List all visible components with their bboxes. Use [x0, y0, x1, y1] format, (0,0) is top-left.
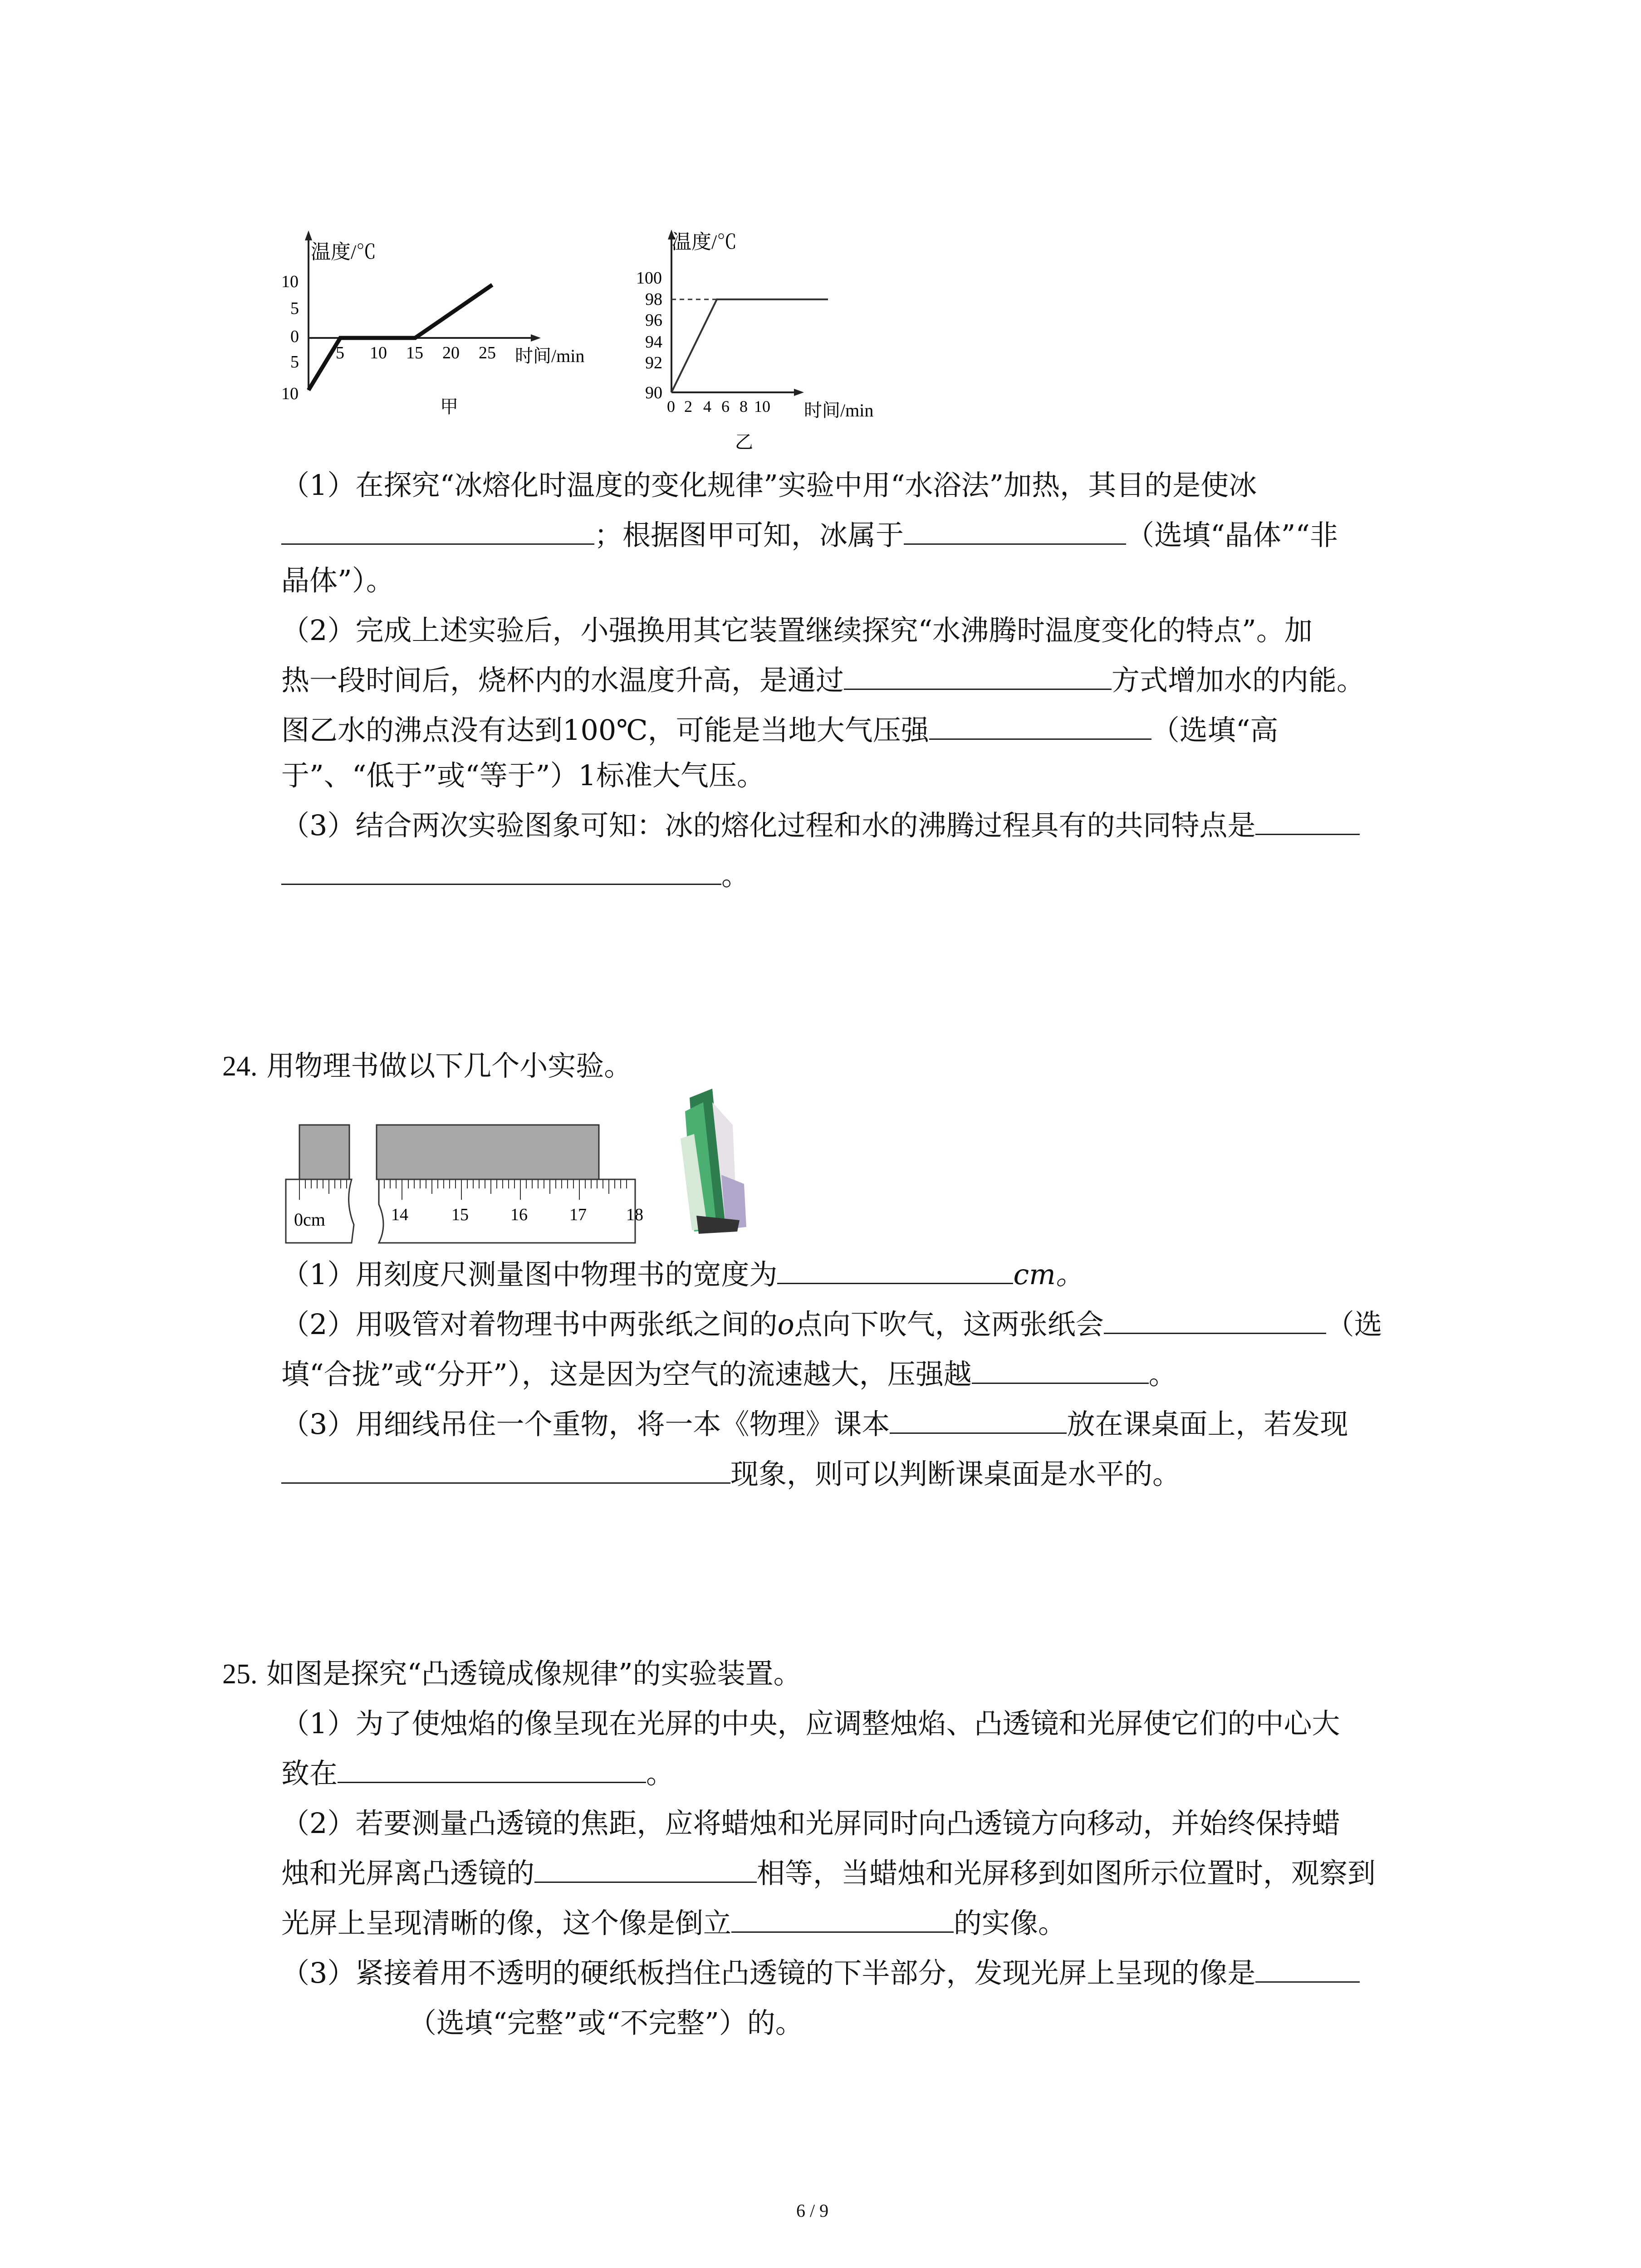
ruler-tick-label: 15	[451, 1205, 469, 1224]
q23-blank-1[interactable]	[281, 517, 594, 545]
jia-caption: 甲	[440, 396, 458, 417]
q24-part2-line1: （2）用吸管对着物理书中两张纸之间的o点向下吹气，这两张纸会 （选	[281, 1306, 1382, 1343]
yi-xtick: 4	[703, 397, 711, 415]
graph-yi	[626, 227, 907, 454]
q24-part1: （1）用刻度尺测量图中物理书的宽度为 cm。	[281, 1256, 1084, 1293]
q25-blank-2[interactable]	[534, 1855, 757, 1883]
q24-blank-5[interactable]	[281, 1456, 730, 1484]
q24-title: 24. 用物理书做以下几个小实验。	[222, 1049, 632, 1082]
ruler-tick-label: 17	[569, 1205, 587, 1224]
q23-part2-line1: （2）完成上述实验后，小强换用其它装置继续探究“水沸腾时温度变化的特点”。加	[281, 614, 1313, 647]
q23-blank-5b[interactable]	[281, 857, 721, 885]
yi-xtick: 2	[684, 397, 692, 415]
q25-part1-line2: 致在 。	[281, 1755, 674, 1792]
jia-ytick: 5	[290, 352, 299, 371]
yi-xtick: 0	[667, 397, 675, 415]
q25-blank-1[interactable]	[338, 1755, 646, 1783]
page-number: 6 / 9	[796, 2200, 829, 2221]
q23-part2-line4: 于”、“低于”或“等于”）1标准大气压。	[281, 759, 765, 792]
ruler-tick-label: 0cm	[294, 1209, 325, 1230]
yi-temperature-curve	[671, 299, 828, 392]
book-photo	[658, 1084, 758, 1238]
jia-xtick: 10	[370, 343, 387, 362]
q24-blank-3[interactable]	[972, 1356, 1149, 1384]
yi-xtick: 6	[721, 397, 730, 415]
q25-number: 25.	[222, 1659, 258, 1690]
yi-ytick: 98	[645, 290, 662, 309]
q23-part2-line2: 热一段时间后，烧杯内的水温度升高，是通过 方式增加水的内能。	[281, 662, 1365, 699]
ruler-tick-label: 18	[626, 1205, 643, 1224]
yi-xtick: 10	[754, 397, 770, 415]
yi-ytick: 96	[645, 311, 662, 330]
q23-part2-line3: 图乙水的沸点没有达到100℃，可能是当地大气压强 （选填“高	[281, 712, 1278, 748]
q23-part3-line2: 。	[281, 857, 749, 894]
q23-part3-line1: （3）结合两次实验图象可知：冰的熔化过程和水的沸腾过程具有的共同特点是	[281, 807, 1360, 844]
q25-title: 25. 如图是探究“凸透镜成像规律”的实验装置。	[222, 1657, 802, 1690]
yi-xtick: 8	[740, 397, 748, 415]
q25-blank-4b[interactable]	[281, 2006, 408, 2033]
q24-blank-1[interactable]	[777, 1256, 1013, 1284]
q25-blank-4[interactable]	[1255, 1955, 1360, 1983]
q25-part1-line1: （1）为了使烛焰的像呈现在光屏的中央，应调整烛焰、凸透镜和光屏使它们的中心大	[281, 1707, 1340, 1740]
q24-part3-line2: 现象，则可以判断课桌面是水平的。	[281, 1456, 1181, 1492]
q23-blank-2[interactable]	[904, 517, 1126, 545]
jia-xlabel: 时间/min	[515, 346, 585, 366]
q25-part3-line2: （选填“完整”或“不完整”）的。	[281, 2005, 803, 2041]
q24-blank-4[interactable]	[890, 1406, 1067, 1434]
jia-xtick: 25	[479, 343, 496, 362]
yi-ytick: 92	[645, 353, 662, 372]
yi-ytick: 90	[645, 383, 662, 402]
jia-xtick: 20	[442, 343, 460, 362]
q24-part3-line1: （3）用细线吊住一个重物，将一本《物理》课本 放在课桌面上，若发现	[281, 1406, 1348, 1442]
q24-number: 24.	[222, 1051, 258, 1082]
jia-ytick: 5	[290, 299, 299, 318]
q24-blank-2[interactable]	[1104, 1306, 1326, 1334]
jia-xtick: 15	[406, 343, 423, 362]
ruler-tick-label: 14	[391, 1205, 408, 1224]
jia-ytick: 10	[281, 384, 299, 403]
yi-caption: 乙	[735, 432, 753, 452]
jia-xtick: 5	[336, 343, 344, 362]
q25-part2-line3: 光屏上呈现清晰的像，这个像是倒立 的实像。	[281, 1905, 1066, 1941]
q23-part1-line3: 晶体”）。	[281, 564, 394, 597]
q25-part2-line1: （2）若要测量凸透镜的焦距，应将蜡烛和光屏同时向凸透镜方向移动，并始终保持蜡	[281, 1807, 1340, 1840]
jia-ytick: 10	[281, 272, 299, 291]
graph-jia	[263, 227, 599, 417]
q23-part1-line2: ；根据图甲可知，冰属于 （选填“晶体”“非	[281, 517, 1338, 553]
jia-ytick: 0	[290, 327, 299, 346]
q25-part2-line2: 烛和光屏离凸透镜的 相等，当蜡烛和光屏移到如图所示位置时，观察到	[281, 1855, 1376, 1892]
jia-ylabel: 温度/℃	[311, 241, 377, 263]
q23-blank-3[interactable]	[844, 662, 1112, 690]
q23-part1-line1: （1）在探究“冰熔化时温度的变化规律”实验中用“水浴法”加热，其目的是使冰	[281, 469, 1257, 502]
yi-ytick: 100	[636, 269, 662, 288]
yi-ylabel: 温度/℃	[671, 231, 737, 253]
q23-blank-5[interactable]	[1255, 807, 1360, 835]
yi-xlabel: 时间/min	[804, 400, 874, 420]
ruler-tick-label: 16	[510, 1205, 528, 1224]
q25-part3-line1: （3）紧接着用不透明的硬纸板挡住凸透镜的下半部分，发现光屏上呈现的像是	[281, 1955, 1360, 1991]
q24-part2-line2: 填“合拢”或“分开”），这是因为空气的流速越大，压强越 。	[281, 1356, 1177, 1393]
q25-blank-3[interactable]	[731, 1905, 954, 1933]
yi-ytick: 94	[645, 332, 662, 352]
ruler-figure	[272, 1107, 649, 1256]
q23-blank-4[interactable]	[929, 712, 1151, 740]
